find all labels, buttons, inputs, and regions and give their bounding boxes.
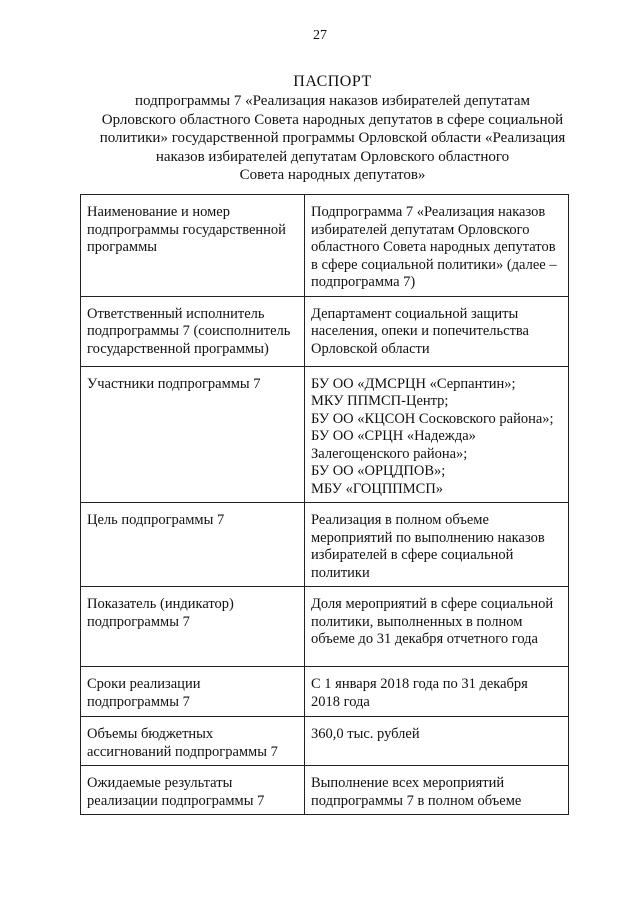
- value-line: Залегощенского района»;: [311, 445, 468, 462]
- value-line: в сфере социальной политики» (далее –: [311, 256, 557, 273]
- value-line: политики, выполненных в полном: [311, 613, 523, 630]
- value-line: мероприятий по выполнению наказов: [311, 529, 545, 546]
- table-row: [81, 366, 569, 503]
- value-line: БУ ОО «ДМСРЦН «Серпантин»;: [311, 375, 516, 392]
- value-line: Выполнение всех мероприятий: [311, 775, 505, 791]
- row-label: [81, 587, 305, 667]
- row-value: [305, 366, 569, 503]
- value-line: подпрограмма 7): [311, 274, 416, 290]
- row-label: [81, 503, 305, 587]
- row-label: [81, 195, 305, 297]
- value-line: Реализация в полном объеме: [311, 512, 489, 528]
- value-line: Орловской области: [311, 340, 430, 357]
- label-line: подпрограммы государственной: [87, 221, 286, 238]
- value-line: Департамент социальной защиты: [311, 305, 519, 322]
- row-label: [81, 366, 305, 503]
- table-row: [81, 766, 569, 815]
- value-line: населения, опеки и попечительства: [311, 323, 529, 339]
- label-line: подпрограммы 7: [87, 693, 190, 710]
- row-value: [305, 587, 569, 667]
- label-line: ассигнований подпрограммы 7: [87, 743, 278, 760]
- value-line: подпрограммы 7 в полном объеме: [311, 792, 522, 809]
- document-title: [60, 72, 605, 185]
- value-line: 2018 года: [311, 693, 370, 710]
- label-line: Участники подпрограммы 7: [87, 375, 261, 392]
- value-line: МКУ ППМСП-Центр;: [311, 393, 449, 409]
- table-row: [81, 195, 569, 297]
- value-line: МБУ «ГОЦППМСП»: [311, 480, 444, 497]
- value-line: С 1 января 2018 года по 31 декабря: [311, 676, 528, 692]
- row-value: [305, 195, 569, 297]
- table-row: [81, 587, 569, 667]
- title-line: Совета народных депутатов»: [239, 167, 426, 183]
- value-line: избирателей депутатам Орловского: [311, 221, 530, 238]
- row-label: [81, 766, 305, 815]
- row-value: [305, 766, 569, 815]
- row-value: [305, 296, 569, 366]
- value-line: объеме до 31 декабря отчетного года: [311, 631, 538, 647]
- value-line: БУ ОО «КЦСОН Сосковского района»;: [311, 410, 554, 427]
- table-row: [81, 667, 569, 717]
- value-line: избирателей в сфере социальной: [311, 547, 514, 563]
- title-line: политики» государственной программы Орловской области «Реализация: [99, 130, 566, 146]
- label-line: подпрограммы 7: [87, 613, 190, 630]
- title-line: подпрограммы 7 «Реализация наказов избирателей депутатам: [134, 93, 530, 109]
- row-value: [305, 667, 569, 717]
- title-line: Орловского областного Совета народных депутатов в сфере социальной: [101, 111, 564, 128]
- label-line: Объемы бюджетных: [87, 726, 214, 742]
- title-line: наказов избирателей депутатам Орловского областного: [155, 148, 510, 165]
- label-line: реализации подпрограммы 7: [87, 792, 265, 809]
- label-line: Показатель (индикатор): [87, 596, 234, 612]
- value-line: политики: [311, 564, 370, 581]
- value-line: Доля мероприятий в сфере социальной: [311, 596, 554, 612]
- label-line: государственной программы): [87, 340, 269, 357]
- row-label: [81, 296, 305, 366]
- title-heading: ПАСПОРТ: [293, 73, 372, 90]
- label-line: Цель подпрограммы 7: [87, 512, 225, 528]
- value-line: областного Совета народных депутатов: [311, 239, 556, 255]
- row-value: [305, 717, 569, 766]
- table-row: [81, 717, 569, 766]
- passport-table: [80, 194, 569, 815]
- table-row: [81, 296, 569, 366]
- label-line: Ожидаемые результаты: [87, 775, 233, 791]
- label-line: Наименование и номер: [87, 204, 230, 220]
- page-number: 27: [313, 28, 327, 43]
- row-label: [81, 667, 305, 717]
- label-line: подпрограммы 7 (соисполнитель: [87, 323, 291, 339]
- row-value: [305, 503, 569, 587]
- row-label: [81, 717, 305, 766]
- label-line: программы: [87, 239, 157, 255]
- table-row: [81, 503, 569, 587]
- value-line: БУ ОО «СРЦН «Надежда»: [311, 428, 476, 444]
- label-line: Сроки реализации: [87, 676, 201, 692]
- value-line: Подпрограмма 7 «Реализация наказов: [311, 204, 546, 220]
- value-line: БУ ОО «ОРЦДПОВ»;: [311, 463, 446, 479]
- label-line: Ответственный исполнитель: [87, 305, 265, 322]
- value-line: 360,0 тыс. рублей: [311, 726, 420, 742]
